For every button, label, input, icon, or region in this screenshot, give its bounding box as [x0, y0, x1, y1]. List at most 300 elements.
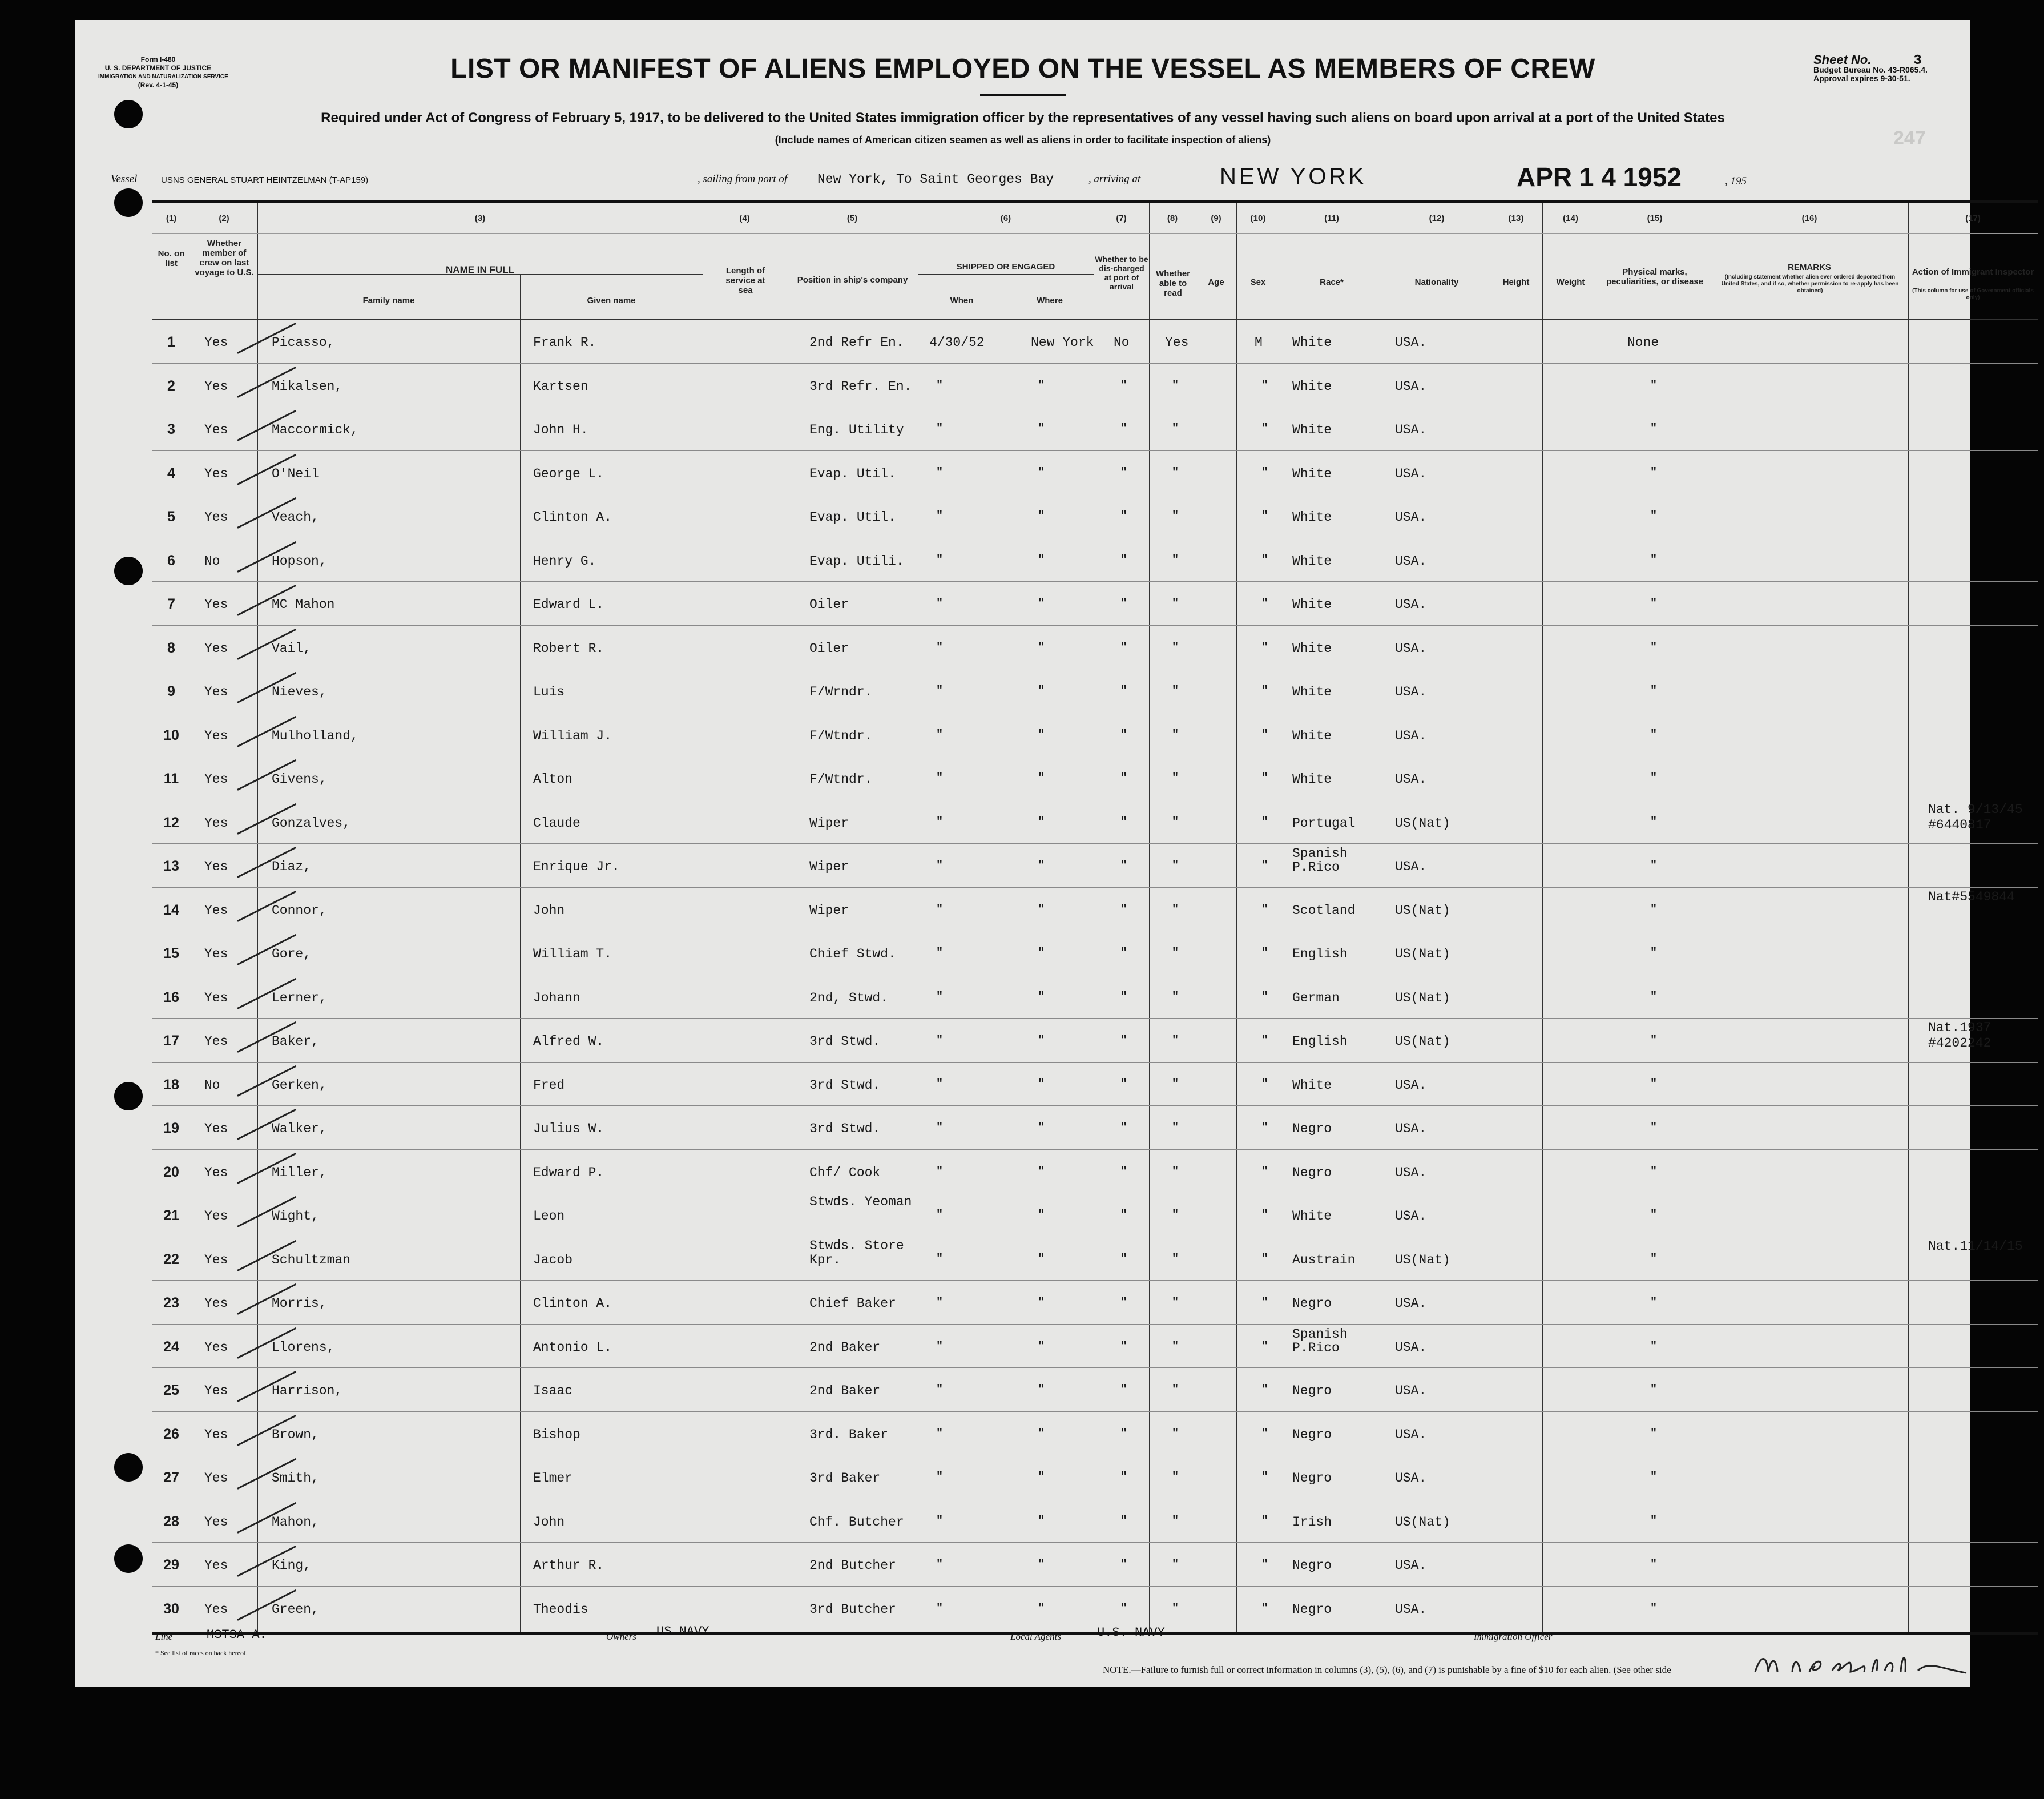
nationality: USA.	[1395, 1077, 1427, 1093]
ditto-mark: "	[1120, 466, 1128, 480]
crew-last-voyage: Yes	[204, 1427, 228, 1442]
ditto-mark: "	[936, 815, 944, 829]
given-name: Arthur R.	[533, 1558, 604, 1573]
ditto-mark: "	[1038, 597, 1045, 610]
nationality: USA.	[1395, 1383, 1427, 1398]
ditto-mark: "	[1261, 466, 1269, 480]
position: Eng. Utility	[809, 422, 904, 437]
position: 3rd Butcher	[809, 1601, 896, 1617]
races-note: * See list of races on back hereof.	[155, 1649, 248, 1657]
binder-hole	[114, 1453, 143, 1482]
given-name: Enrique Jr.	[533, 859, 620, 874]
ditto-mark: "	[936, 859, 944, 872]
given-name: Jacob	[533, 1252, 573, 1267]
race: Portugal	[1292, 815, 1356, 831]
given-name: John H.	[533, 422, 588, 437]
family-name: MC Mahon	[272, 597, 335, 612]
nationality: US(Nat)	[1395, 1514, 1450, 1530]
ditto-mark: "	[1650, 379, 1658, 392]
position: Stwds. Store Kpr.	[809, 1238, 904, 1267]
ditto-mark: "	[936, 1383, 944, 1396]
row-number: 17	[163, 1033, 179, 1049]
header-member-of-crew: Whether member of crew on last voyage to U.S.	[195, 239, 254, 277]
ditto-mark: "	[1172, 1339, 1179, 1353]
ditto-mark: "	[936, 1077, 944, 1091]
ditto-mark: "	[1120, 379, 1128, 392]
row-rule	[152, 1411, 2038, 1412]
family-name: King,	[272, 1558, 312, 1573]
ditto-mark: "	[1172, 553, 1179, 567]
nationality: USA.	[1395, 1558, 1427, 1573]
header-nationality: Nationality	[1414, 277, 1459, 287]
header-height: Height	[1502, 277, 1530, 287]
ditto-mark: "	[1650, 466, 1658, 480]
agents-label: Local Agents	[1010, 1631, 1061, 1642]
ditto-mark: "	[1261, 422, 1269, 436]
row-number: 1	[167, 334, 175, 350]
header-remarks-sub: (Including statement whether alien ever ordered deported from United States, and if so, whether permission to re-apply has been obtained)	[1721, 274, 1899, 294]
given-name: Henry G.	[533, 553, 596, 569]
crew-last-voyage: Yes	[204, 379, 228, 394]
ditto-mark: "	[1038, 1077, 1045, 1091]
row-number: 19	[163, 1120, 179, 1136]
header-action-inspector: Action of Immigrant Inspector	[1912, 267, 2034, 277]
ditto-mark: "	[1172, 1034, 1179, 1047]
ditto-mark: "	[1120, 510, 1128, 523]
given-name: Theodis	[533, 1601, 588, 1617]
ditto-mark: "	[936, 1165, 944, 1178]
position: 3rd. Baker	[809, 1427, 889, 1442]
given-name: Kartsen	[533, 379, 588, 394]
ditto-mark: "	[1038, 1383, 1045, 1396]
shipped-discharged: No	[1114, 335, 1130, 350]
ditto-mark: "	[1261, 1034, 1269, 1047]
header-able-to-read: Whether able to read	[1156, 269, 1190, 298]
race: Austrain	[1292, 1252, 1356, 1267]
ditto-mark: "	[1038, 685, 1045, 698]
race: Negro	[1292, 1558, 1332, 1573]
ditto-mark: "	[1172, 815, 1179, 829]
family-name: Baker,	[272, 1034, 319, 1049]
position: F/Wtndr.	[809, 772, 873, 787]
row-number: 20	[163, 1164, 179, 1180]
header-remarks: REMARKS	[1788, 263, 1831, 272]
nationality: US(Nat)	[1395, 947, 1450, 961]
binder-hole	[114, 188, 143, 217]
row-number: 26	[163, 1426, 179, 1442]
race: German	[1292, 990, 1340, 1005]
ditto-mark: "	[1120, 772, 1128, 785]
race: White	[1292, 1209, 1332, 1224]
header-name-in-full: NAME IN FULL	[446, 264, 514, 275]
ditto-mark: "	[1650, 510, 1658, 523]
ditto-mark: "	[936, 641, 944, 654]
ditto-mark: "	[1261, 685, 1269, 698]
crew-last-voyage: Yes	[204, 1514, 228, 1530]
nationality: USA.	[1395, 1339, 1427, 1355]
agents-value: U.S. NAVY	[1097, 1625, 1165, 1640]
column-number: (7)	[1116, 214, 1127, 223]
ditto-mark: "	[936, 1558, 944, 1571]
ditto-mark: "	[1172, 1514, 1179, 1528]
header-race: Race*	[1320, 277, 1344, 287]
shipped-subheader-rule	[918, 274, 1094, 275]
crew-last-voyage: Yes	[204, 1383, 228, 1398]
row-number: 4	[167, 465, 175, 481]
header-when: When	[950, 296, 974, 305]
ditto-mark: "	[1120, 1165, 1128, 1178]
ditto-mark: "	[1120, 990, 1128, 1004]
ditto-mark: "	[1172, 379, 1179, 392]
ditto-mark: "	[936, 1252, 944, 1266]
crew-last-voyage: Yes	[204, 1034, 228, 1049]
col-line	[1542, 203, 1543, 1632]
nationality: USA.	[1395, 1427, 1427, 1442]
given-name: Fred	[533, 1077, 565, 1093]
ditto-mark: "	[1172, 1165, 1179, 1178]
nationality: US(Nat)	[1395, 815, 1450, 831]
row-rule	[152, 1149, 2038, 1150]
include-statement: (Include names of American citizen seamen as well as aliens in order to facilitate inspection of aliens)	[775, 134, 1271, 146]
row-number: 28	[163, 1513, 179, 1530]
ditto-mark: "	[936, 1034, 944, 1047]
binder-hole	[114, 1082, 143, 1110]
ditto-mark: "	[1120, 1121, 1128, 1134]
family-name: Connor,	[272, 903, 327, 918]
row-rule	[152, 581, 2038, 582]
ditto-mark: "	[1650, 1034, 1658, 1047]
ditto-mark: "	[1172, 422, 1179, 436]
ditto-mark: "	[1172, 510, 1179, 523]
crew-last-voyage: Yes	[204, 685, 228, 699]
column-number: (16)	[1801, 214, 1817, 223]
ditto-mark: "	[1261, 1427, 1269, 1440]
ditto-mark: "	[1650, 859, 1658, 872]
binder-hole	[114, 1544, 143, 1573]
ditto-mark: "	[1261, 1558, 1269, 1571]
row-number: 2	[167, 377, 175, 394]
crew-last-voyage: No	[204, 1077, 220, 1093]
nationality: US(Nat)	[1395, 903, 1450, 918]
ditto-mark: "	[1650, 1296, 1658, 1309]
crew-last-voyage: Yes	[204, 1601, 228, 1617]
ditto-mark: "	[1650, 1383, 1658, 1396]
ditto-mark: "	[1038, 1034, 1045, 1047]
family-name: Lerner,	[272, 990, 327, 1005]
crew-last-voyage: Yes	[204, 597, 228, 612]
race: White	[1292, 685, 1332, 699]
physical-marks: None	[1627, 335, 1659, 350]
nationality: USA.	[1395, 1296, 1427, 1311]
row-number: 3	[167, 421, 175, 437]
position: 2nd Butcher	[809, 1558, 896, 1573]
stamped-number: 247	[1893, 127, 1926, 149]
ditto-mark: "	[1172, 947, 1179, 960]
ditto-mark: "	[1120, 859, 1128, 872]
ditto-mark: "	[1120, 1383, 1128, 1396]
row-rule	[152, 1367, 2038, 1368]
given-name: Clinton A.	[533, 1296, 612, 1311]
row-number: 12	[163, 814, 179, 831]
col-line-given	[520, 275, 521, 1632]
ditto-mark: "	[1120, 1209, 1128, 1222]
ditto-mark: "	[936, 990, 944, 1004]
position: 3rd Stwd.	[809, 1077, 881, 1093]
row-number: 13	[163, 858, 179, 874]
ditto-mark: "	[1261, 1471, 1269, 1484]
ditto-mark: "	[1038, 772, 1045, 785]
ditto-mark: "	[936, 379, 944, 392]
ditto-mark: "	[936, 1514, 944, 1528]
ditto-mark: "	[1120, 1471, 1128, 1484]
ditto-mark: "	[1038, 859, 1045, 872]
ditto-mark: "	[1261, 1077, 1269, 1091]
position: Oiler	[809, 641, 849, 656]
ditto-mark: "	[936, 1296, 944, 1309]
header-no-on-list: No. on list	[158, 249, 185, 268]
ditto-mark: "	[1120, 597, 1128, 610]
column-number: (11)	[1324, 214, 1339, 223]
crew-last-voyage: Yes	[204, 1165, 228, 1180]
row-number: 16	[163, 989, 179, 1005]
ditto-mark: "	[1261, 510, 1269, 523]
row-rule	[152, 363, 2038, 364]
crew-last-voyage: No	[204, 553, 220, 569]
nationality: USA.	[1395, 553, 1427, 569]
nationality: USA.	[1395, 772, 1427, 787]
ditto-mark: "	[1038, 1209, 1045, 1222]
ditto-mark: "	[1038, 641, 1045, 654]
row-number: 6	[167, 552, 175, 569]
row-rule	[152, 1018, 2038, 1019]
ditto-mark: "	[1650, 1558, 1658, 1571]
position: Chf/ Cook	[809, 1165, 881, 1180]
shipped-read: Yes	[1165, 335, 1189, 350]
inspector-action: Nat. 9/13/45 #6440817	[1928, 802, 2023, 832]
header-position: Position in ship's company	[797, 275, 908, 285]
ditto-mark: "	[1120, 1339, 1128, 1353]
col-line	[257, 203, 258, 1632]
race: Negro	[1292, 1121, 1332, 1136]
column-number: (17)	[1965, 214, 1981, 223]
crew-last-voyage: Yes	[204, 772, 228, 787]
nationality: USA.	[1395, 466, 1427, 481]
arriving-port: NEW YORK	[1220, 164, 1367, 189]
row-number: 23	[163, 1295, 179, 1311]
ditto-mark: "	[1650, 1252, 1658, 1266]
ditto-mark: "	[1038, 553, 1045, 567]
row-number: 14	[163, 901, 179, 918]
ditto-mark: "	[1120, 553, 1128, 567]
row-number: 24	[163, 1338, 179, 1355]
column-number: (1)	[166, 214, 177, 223]
ditto-mark: "	[1038, 1427, 1045, 1440]
race: Negro	[1292, 1427, 1332, 1442]
row-number: 9	[167, 683, 175, 699]
ditto-mark: "	[936, 466, 944, 480]
ditto-mark: "	[1172, 1427, 1179, 1440]
position: Chief Stwd.	[809, 947, 896, 961]
ditto-mark: "	[1172, 1296, 1179, 1309]
given-name: Elmer	[533, 1471, 573, 1486]
ditto-mark: "	[1038, 379, 1045, 392]
ditto-mark: "	[1120, 641, 1128, 654]
nationality: USA.	[1395, 641, 1427, 656]
ditto-mark: "	[1261, 947, 1269, 960]
ditto-mark: "	[936, 1121, 944, 1134]
race: English	[1292, 1034, 1348, 1049]
position: Wiper	[809, 859, 849, 874]
line-value: MSTSA A.	[207, 1628, 267, 1642]
ditto-mark: "	[1650, 1339, 1658, 1353]
ditto-mark: "	[1172, 1558, 1179, 1571]
binder-hole	[114, 557, 143, 585]
ditto-mark: "	[1650, 1514, 1658, 1528]
row-rule	[152, 887, 2038, 888]
family-name: Green,	[272, 1601, 319, 1617]
ditto-mark: "	[1038, 1339, 1045, 1353]
shipped-when: 4/30/52	[929, 335, 985, 350]
approval-expires: Approval expires 9-30-51.	[1813, 74, 1910, 83]
position: Wiper	[809, 815, 849, 831]
given-name: George L.	[533, 466, 604, 481]
crew-last-voyage: Yes	[204, 1252, 228, 1267]
column-number: (9)	[1211, 214, 1221, 223]
given-name: John	[533, 903, 565, 918]
ditto-mark: "	[1650, 1471, 1658, 1484]
given-name: John	[533, 1514, 565, 1530]
ditto-mark: "	[1650, 728, 1658, 742]
ditto-mark: "	[1261, 1165, 1269, 1178]
given-name: Julius W.	[533, 1121, 604, 1136]
column-number: (15)	[1647, 214, 1663, 223]
header-age: Age	[1208, 277, 1224, 287]
family-name: Gore,	[272, 947, 312, 961]
crew-table	[152, 200, 2038, 1635]
sheet-block	[1813, 55, 1962, 83]
row-number: 18	[163, 1076, 179, 1093]
header-given-name: Given name	[587, 296, 636, 305]
ditto-mark: "	[1172, 990, 1179, 1004]
ditto-mark: "	[936, 1427, 944, 1440]
header-sex: Sex	[1250, 277, 1266, 287]
nationality: USA.	[1395, 1121, 1427, 1136]
family-name: Gonzalves,	[272, 815, 351, 831]
ditto-mark: "	[1038, 510, 1045, 523]
crew-last-voyage: Yes	[204, 990, 228, 1005]
row-rule	[152, 1586, 2038, 1587]
column-number: (10)	[1250, 214, 1266, 223]
row-rule	[152, 625, 2038, 626]
sheet-number: 3	[1913, 53, 1922, 69]
row-number: 30	[163, 1600, 179, 1617]
manifest-page	[75, 20, 2034, 1687]
given-name: William J.	[533, 728, 612, 743]
position: F/Wtndr.	[809, 728, 873, 743]
sailing-from-port: New York, To Saint Georges Bay	[817, 172, 1054, 187]
header-where: Where	[1037, 296, 1063, 305]
ditto-mark: "	[1038, 466, 1045, 480]
header-action-sub: (This column for use of Government officials only)	[1912, 288, 2034, 301]
family-name: Wight,	[272, 1209, 319, 1224]
ditto-mark: "	[1650, 772, 1658, 785]
row-number: 15	[163, 945, 179, 961]
family-name: Schultzman	[272, 1252, 351, 1267]
nationality: USA.	[1395, 1209, 1427, 1224]
ditto-mark: "	[936, 772, 944, 785]
ditto-mark: "	[1120, 1252, 1128, 1266]
position: Wiper	[809, 903, 849, 918]
header-bottom-rule	[152, 319, 2038, 320]
ditto-mark: "	[1650, 685, 1658, 698]
page-title: LIST OR MANIFEST OF ALIENS EMPLOYED ON THE VESSEL AS MEMBERS OF CREW	[450, 54, 1595, 84]
column-number: (4)	[739, 214, 750, 223]
ditto-mark: "	[1261, 1296, 1269, 1309]
ditto-mark: "	[1038, 728, 1045, 742]
shipped-where: New York	[1031, 335, 1094, 350]
ditto-mark: "	[936, 728, 944, 742]
ditto-mark: "	[1261, 728, 1269, 742]
ditto-mark: "	[1261, 1209, 1269, 1222]
ditto-mark: "	[1650, 641, 1658, 654]
ditto-mark: "	[1120, 903, 1128, 916]
row-number: 5	[167, 509, 175, 525]
ditto-mark: "	[1172, 772, 1179, 785]
ditto-mark: "	[1038, 1165, 1045, 1178]
given-name: Frank R.	[533, 335, 596, 350]
position: Chf. Butcher	[809, 1514, 904, 1530]
inspector-action: Nat.1937 #4202242	[1928, 1020, 1991, 1051]
ditto-mark: "	[1120, 1296, 1128, 1309]
position: Evap. Util.	[809, 510, 896, 525]
ditto-mark: "	[936, 1209, 944, 1222]
row-rule	[152, 1062, 2038, 1063]
given-name: Johann	[533, 990, 580, 1005]
ditto-mark: "	[1120, 1514, 1128, 1528]
ditto-mark: "	[1172, 1471, 1179, 1484]
ditto-mark: "	[1650, 903, 1658, 916]
ditto-mark: "	[1038, 422, 1045, 436]
ditto-mark: "	[936, 597, 944, 610]
crew-last-voyage: Yes	[204, 1121, 228, 1136]
row-number: 25	[163, 1382, 179, 1398]
required-statement: Required under Act of Congress of February 5, 1917, to be delivered to the United States immigration officer by the representatives of any vessel having such aliens on board upon arrival at a port of the United States	[321, 110, 1725, 126]
position: 3rd Baker	[809, 1471, 881, 1486]
ditto-mark: "	[1261, 990, 1269, 1004]
ditto-mark: "	[1038, 1296, 1045, 1309]
race: Scotland	[1292, 903, 1356, 918]
ditto-mark: "	[936, 903, 944, 916]
given-name: Claude	[533, 815, 580, 831]
given-name: Edward L.	[533, 597, 604, 612]
family-name: Harrison,	[272, 1383, 343, 1398]
race: Negro	[1292, 1383, 1332, 1398]
race: White	[1292, 553, 1332, 569]
given-name: Clinton A.	[533, 510, 612, 525]
ditto-mark: "	[1172, 1077, 1179, 1091]
crew-last-voyage: Yes	[204, 335, 228, 350]
position: 3rd Stwd.	[809, 1121, 881, 1136]
crew-last-voyage: Yes	[204, 903, 228, 918]
owners-label: Owners	[606, 1631, 636, 1642]
row-number: 8	[167, 639, 175, 656]
row-number: 29	[163, 1557, 179, 1573]
crew-last-voyage: Yes	[204, 728, 228, 743]
arrival-date-stamp: APR 1 4 1952	[1517, 162, 1682, 192]
sailing-label: , sailing from port of	[698, 173, 788, 185]
family-name: Givens,	[272, 772, 327, 787]
given-name: Antonio L.	[533, 1339, 612, 1355]
